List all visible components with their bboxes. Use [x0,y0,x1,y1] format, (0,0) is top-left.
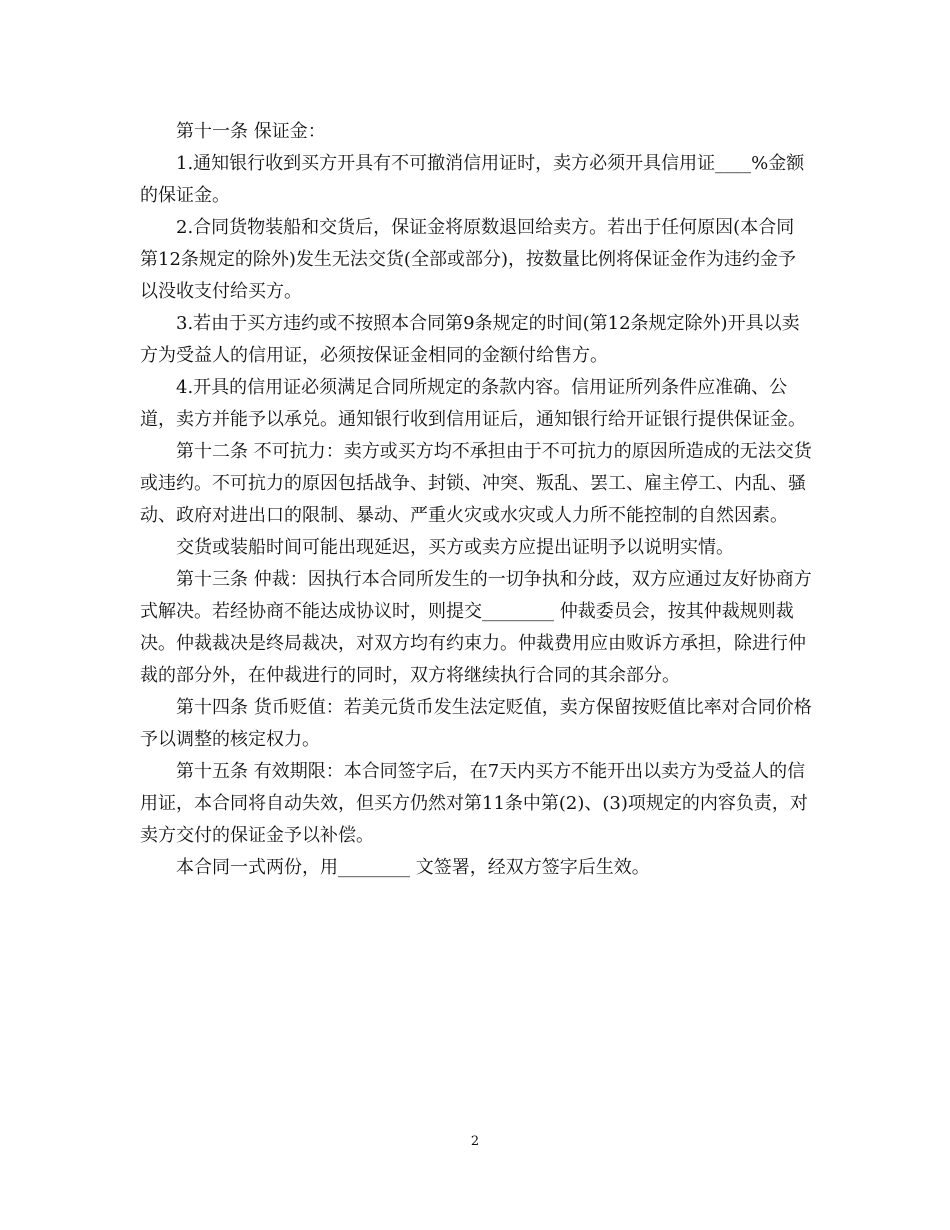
closing-statement: 本合同一式两份，用________ 文签署，经双方签字后生效。 [176,857,650,878]
clause-12-force-majeure: 第十二条 不可抗力：卖方或买方均不承担由于不可抗力的原因所造成的无法交货或违约。不可抗力的原因包括战争、封锁、冲突、叛乱、罢工、雇主停工、内乱、骚动、政府对进出口的限制、暴动、严重火灾或水灾或人力所不能控制的自然因素。 [140,441,812,526]
clause-14-currency-devaluation: 第十四条 货币贬值：若美元货币发生法定贬值，卖方保留按贬值比率对合同价格予以调整的核定权力。 [140,697,812,750]
clause-11-item-1: 1.通知银行收到买方开具有不可撤消信用证时，卖方必须开具信用证____%金额的保证金。 [140,153,805,206]
clause-11-item-4: 4.开具的信用证必须满足合同所规定的条款内容。信用证所列条件应准确、公道，卖方并能予以承兑。通知银行收到信用证后，通知银行给开证银行提供保证金。 [140,377,806,430]
document-body [140,116,812,884]
clause-11-heading: 第十一条 保证金： [176,121,326,142]
clause-12-delay-note: 交货或装船时间可能出现延迟，买方或卖方应提出证明予以说明实情。 [176,537,734,558]
page-number: 2 [470,1134,480,1149]
clause-15-validity: 第十五条 有效期限：本合同签字后，在7天内买方不能开出以卖方为受益人的信用证，本合同将自动失效，但买方仍然对第11条中第(2)、(3)项规定的内容负责，对卖方交付的保证金予以补偿。 [140,761,808,846]
clause-11-item-2: 2.合同货物装船和交货后，保证金将原数退回给卖方。若出于任何原因(本合同第12条规定的除外)发生无法交货(全部或部分)，按数量比例将保证金作为违约金予以没收支付给买方。 [140,217,796,302]
clause-13-arbitration: 第十三条 仲裁：因执行本合同所发生的一切争执和分歧，双方应通过友好协商方式解决。若经协商不能达成协议时，则提交________ 仲裁委员会，按其仲裁规则裁决。仲裁裁决是终局裁决，对双方均有约束力。仲裁费用应由败诉方承担，除进行仲裁的部分外，在仲裁进行的同时，双方将继续执行合同的其余部分。 [140,569,812,686]
clause-11-item-3: 3.若由于买方违约或不按照本合同第9条规定的时间(第12条规定除外)开具以卖方为受益人的信用证，必须按保证金相同的金额付给售方。 [140,313,800,366]
